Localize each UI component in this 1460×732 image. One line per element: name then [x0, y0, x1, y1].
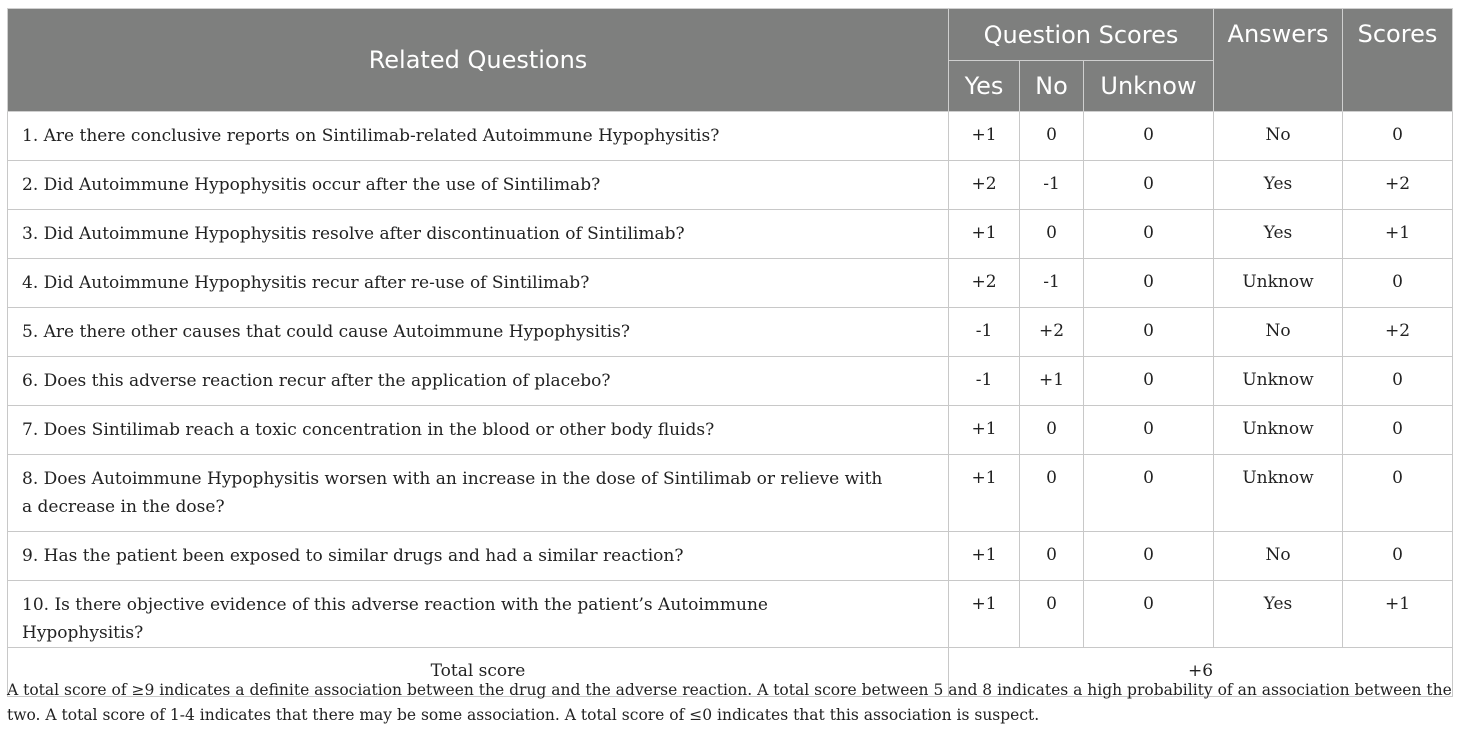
no-cell: +2 — [1020, 308, 1084, 357]
causality-score-table — [7, 8, 1453, 697]
question-cell: 5. Are there other causes that could cause Autoimmune Hypophysitis? — [8, 308, 949, 357]
table-row — [8, 455, 1453, 532]
unknow-cell: 0 — [1084, 308, 1214, 357]
no-cell: -1 — [1020, 259, 1084, 308]
question-cell: 7. Does Sintilimab reach a toxic concentration in the blood or other body fluids? — [8, 406, 949, 455]
yes-cell: +1 — [949, 532, 1020, 581]
table-row — [8, 112, 1453, 161]
score-cell: 0 — [1343, 455, 1453, 532]
yes-cell: +2 — [949, 259, 1020, 308]
no-cell: -1 — [1020, 161, 1084, 210]
table-row — [8, 161, 1453, 210]
unknow-cell: 0 — [1084, 259, 1214, 308]
score-cell: 0 — [1343, 406, 1453, 455]
question-cell: 3. Did Autoimmune Hypophysitis resolve after discontinuation of Sintilimab? — [8, 210, 949, 259]
unknow-cell: 0 — [1084, 112, 1214, 161]
score-cell: +1 — [1343, 581, 1453, 648]
answer-cell: No — [1214, 112, 1343, 161]
score-cell: +2 — [1343, 308, 1453, 357]
no-cell: +1 — [1020, 357, 1084, 406]
score-cell: 0 — [1343, 532, 1453, 581]
yes-cell: +1 — [949, 581, 1020, 648]
header-question-scores: Question Scores — [949, 9, 1214, 61]
answer-cell: No — [1214, 532, 1343, 581]
header-yes: Yes — [949, 61, 1020, 112]
yes-cell: +1 — [949, 210, 1020, 259]
unknow-cell: 0 — [1084, 357, 1214, 406]
no-cell: 0 — [1020, 532, 1084, 581]
answer-cell: Unknow — [1214, 357, 1343, 406]
table-row — [8, 581, 1453, 648]
answer-cell: Yes — [1214, 210, 1343, 259]
yes-cell: +1 — [949, 112, 1020, 161]
question-cell: 9. Has the patient been exposed to similar drugs and had a similar reaction? — [8, 532, 949, 581]
header-answers: Answers — [1214, 9, 1343, 112]
unknow-cell: 0 — [1084, 406, 1214, 455]
unknow-cell: 0 — [1084, 581, 1214, 648]
header-related-questions: Related Questions — [8, 9, 949, 112]
score-cell: 0 — [1343, 357, 1453, 406]
total-score-label: Total score — [8, 648, 949, 697]
header-unknow: Unknow — [1084, 61, 1214, 112]
question-cell: 8. Does Autoimmune Hypophysitis worsen with an increase in the dose of Sintilimab or relieve with a decrease in the dose? — [8, 455, 949, 532]
header-no: No — [1020, 61, 1084, 112]
table-row — [8, 532, 1453, 581]
answer-cell: Unknow — [1214, 259, 1343, 308]
question-cell: 1. Are there conclusive reports on Sintilimab-related Autoimmune Hypophysitis? — [8, 112, 949, 161]
score-table-container — [7, 8, 1452, 697]
unknow-cell: 0 — [1084, 455, 1214, 532]
table-footnote: A total score of ≥9 indicates a definite association between the drug and the adverse reaction. A total score between 5 and 8 indicates a high probability of an association between the two. A total score of 1-4 indicates that there may be some association. A total score of ≤0 indicates that this association is suspect. — [7, 681, 1452, 724]
answer-cell: Unknow — [1214, 406, 1343, 455]
score-cell: 0 — [1343, 259, 1453, 308]
answer-cell: No — [1214, 308, 1343, 357]
total-score-value: +6 — [949, 648, 1453, 697]
answer-cell: Yes — [1214, 161, 1343, 210]
score-cell: +2 — [1343, 161, 1453, 210]
no-cell: 0 — [1020, 112, 1084, 161]
table-row — [8, 357, 1453, 406]
no-cell: 0 — [1020, 581, 1084, 648]
question-cell: 10. Is there objective evidence of this adverse reaction with the patient’s Autoimmune Hypophysitis? — [8, 581, 949, 648]
yes-cell: +2 — [949, 161, 1020, 210]
unknow-cell: 0 — [1084, 210, 1214, 259]
yes-cell: +1 — [949, 455, 1020, 532]
question-cell: 6. Does this adverse reaction recur after the application of placebo? — [8, 357, 949, 406]
header-scores: Scores — [1343, 9, 1453, 112]
table-row — [8, 308, 1453, 357]
score-cell: 0 — [1343, 112, 1453, 161]
yes-cell: -1 — [949, 308, 1020, 357]
question-cell: 4. Did Autoimmune Hypophysitis recur after re-use of Sintilimab? — [8, 259, 949, 308]
yes-cell: +1 — [949, 406, 1020, 455]
no-cell: 0 — [1020, 455, 1084, 532]
answer-cell: Yes — [1214, 581, 1343, 648]
answer-cell: Unknow — [1214, 455, 1343, 532]
yes-cell: -1 — [949, 357, 1020, 406]
table-row — [8, 259, 1453, 308]
no-cell: 0 — [1020, 210, 1084, 259]
unknow-cell: 0 — [1084, 161, 1214, 210]
question-cell: 2. Did Autoimmune Hypophysitis occur after the use of Sintilimab? — [8, 161, 949, 210]
table-row — [8, 210, 1453, 259]
table-row — [8, 406, 1453, 455]
unknow-cell: 0 — [1084, 532, 1214, 581]
no-cell: 0 — [1020, 406, 1084, 455]
score-cell: +1 — [1343, 210, 1453, 259]
